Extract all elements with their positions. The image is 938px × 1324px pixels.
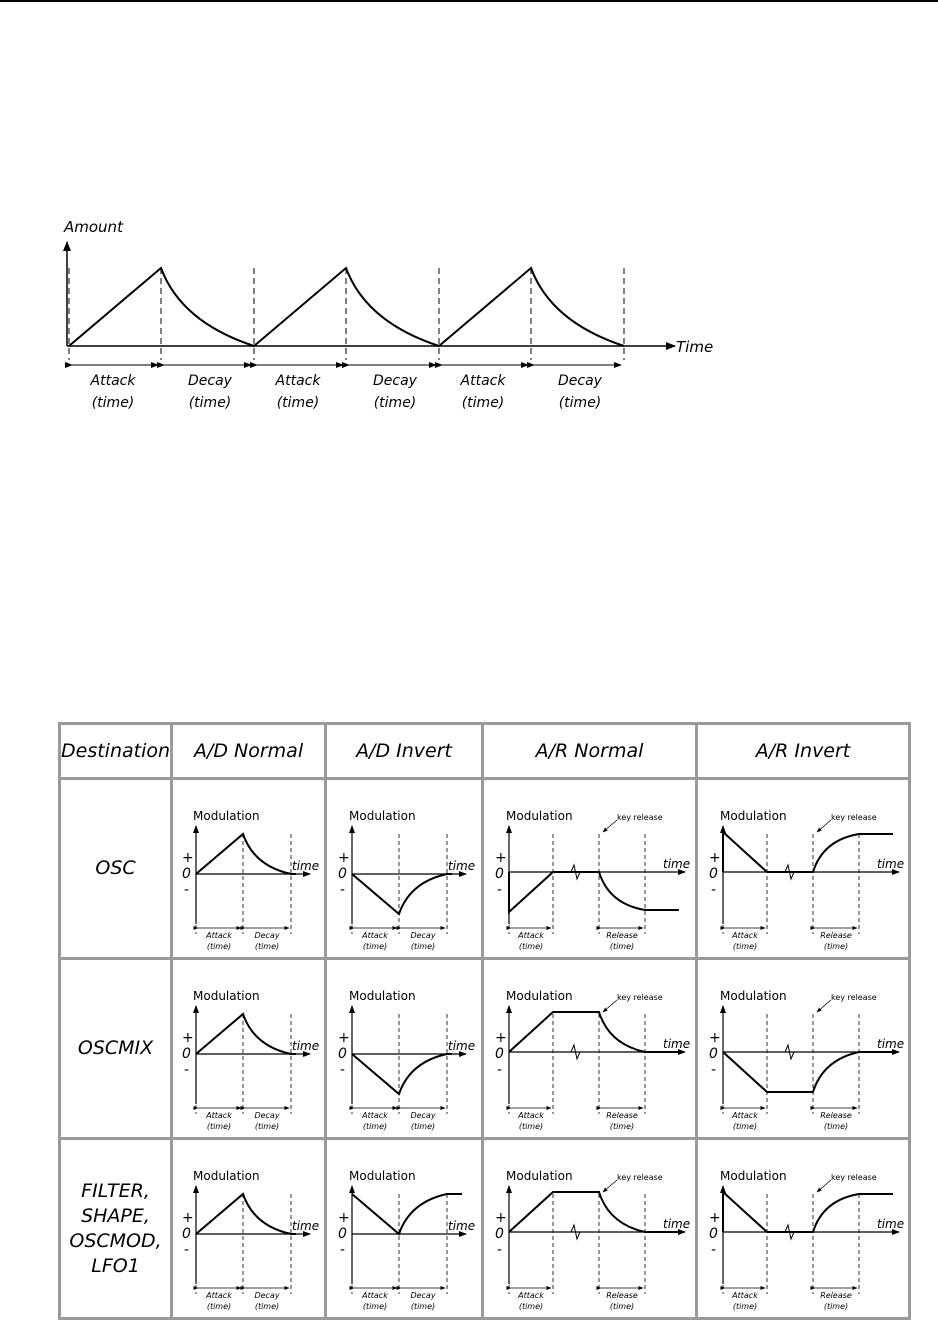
segment-boundaries	[196, 1194, 291, 1294]
time-paren-label: (time)	[732, 1121, 757, 1131]
release-label: Release	[606, 1110, 638, 1120]
time-paren-label: (time)	[732, 941, 757, 951]
modulation-label: Modulation	[506, 988, 573, 1003]
time-label: time	[447, 1218, 475, 1233]
diagram-cell	[172, 1139, 326, 1319]
zero-label: 0	[708, 865, 718, 882]
ad-invert-diagram	[332, 1144, 477, 1314]
zero-label: 0	[495, 1045, 504, 1062]
time-label: time	[447, 858, 475, 873]
attack-label: Attack	[361, 1110, 388, 1120]
segment-boundaries	[352, 1014, 447, 1114]
attack-label: Attack	[361, 1290, 388, 1300]
envelope-curve	[196, 1194, 296, 1234]
time-paren-label: (time)	[823, 1121, 848, 1131]
envelope-curve	[723, 832, 893, 872]
time-paren-label: (time)	[410, 1301, 435, 1311]
segment-label: (time)	[558, 395, 602, 411]
zero-label: 0	[708, 1045, 718, 1062]
attack-label: Attack	[361, 930, 388, 940]
modulation-label: Modulation	[719, 1168, 787, 1183]
ad-invert-diagram	[332, 964, 477, 1134]
zero-label: 0	[495, 865, 504, 882]
segment-label: Decay	[558, 373, 602, 389]
segment-boundaries	[196, 834, 291, 934]
envelope-curve	[509, 872, 679, 912]
destination-label: OSC	[95, 857, 136, 879]
decay-label: Decay	[409, 1110, 436, 1120]
envelope-curve	[352, 1054, 452, 1094]
envelope-curve	[509, 1192, 679, 1232]
ad-normal-diagram	[176, 784, 321, 954]
time-label: time	[292, 858, 320, 873]
key-release-label: key release	[830, 812, 877, 822]
time-label: time	[292, 1218, 320, 1233]
modulation-label: Modulation	[193, 808, 260, 823]
time-label: time	[447, 1038, 475, 1053]
key-release-label: key release	[830, 1172, 877, 1182]
decay-label: Decay	[409, 1290, 436, 1300]
decay-label: Decay	[254, 930, 280, 940]
minus-label: -	[339, 1061, 345, 1078]
header-ar-invert: A/R Invert	[697, 724, 910, 779]
segment-boundaries	[723, 834, 859, 934]
key-release-label: key release	[617, 812, 663, 822]
time-paren-label: (time)	[206, 941, 232, 951]
key-release-arrow	[603, 1180, 617, 1192]
zero-label: 0	[182, 1045, 191, 1062]
table-row	[60, 959, 910, 1139]
segment-label: Attack	[460, 373, 506, 389]
diagram-cell	[326, 959, 483, 1139]
minus-label: -	[497, 1241, 503, 1258]
envelope-curve	[196, 1014, 296, 1054]
diagram-cell	[697, 779, 910, 959]
segment-label: (time)	[373, 395, 417, 411]
header-destination: Destination	[60, 724, 172, 779]
destination-label: OSCMOD,	[69, 1229, 162, 1252]
diagram-cell	[172, 959, 326, 1139]
time-paren-label: (time)	[254, 1121, 280, 1131]
header-ar-normal: A/R Normal	[483, 724, 697, 779]
decay-label: Decay	[409, 930, 436, 940]
release-label: Release	[819, 1110, 852, 1120]
segment-label: Attack	[90, 373, 136, 389]
time-label: time	[663, 1036, 691, 1051]
diagram-cell	[697, 959, 910, 1139]
minus-label: -	[497, 881, 503, 898]
plus-label: +	[708, 1029, 721, 1046]
destination-cell	[60, 959, 172, 1139]
ar-normal-diagram	[487, 964, 692, 1134]
plus-label: +	[495, 1029, 507, 1046]
segment-label: Decay	[188, 373, 232, 389]
key-release-arrow	[603, 1000, 617, 1012]
segment-label: Attack	[275, 373, 321, 389]
zero-label: 0	[337, 1225, 347, 1242]
ad-normal-diagram	[176, 1144, 321, 1314]
time-label: time	[292, 1038, 320, 1053]
segment-boundaries	[723, 1014, 859, 1114]
zero-label: 0	[182, 1225, 191, 1242]
time-paren-label: (time)	[609, 1121, 635, 1131]
key-release-arrow	[817, 1180, 831, 1192]
diagram-cell	[172, 779, 326, 959]
attack-label: Attack	[518, 1290, 544, 1300]
time-label: time	[876, 1216, 904, 1231]
plus-label: +	[337, 849, 350, 866]
table-row	[60, 779, 910, 959]
time-paren-label: (time)	[518, 1121, 544, 1131]
modulation-table	[58, 722, 911, 1320]
modulation-label: Modulation	[719, 988, 787, 1003]
ar-invert-diagram	[701, 784, 906, 954]
diagram-cell	[483, 1139, 697, 1319]
attack-label: Attack	[206, 1110, 232, 1120]
attack-label: Attack	[518, 1110, 544, 1120]
y-axis-label: Amount	[64, 218, 123, 236]
destination-label: FILTER,	[81, 1179, 150, 1202]
plus-label: +	[708, 849, 721, 866]
ar-normal-diagram	[487, 1144, 692, 1314]
segment-boundaries	[352, 834, 447, 934]
decay-label: Decay	[254, 1290, 280, 1300]
attack-label: Attack	[731, 930, 758, 940]
zero-label: 0	[337, 865, 347, 882]
key-release-arrow	[817, 820, 831, 832]
plus-label: +	[182, 1209, 194, 1226]
segment-boundaries	[352, 1194, 447, 1294]
destination-cell	[60, 779, 172, 959]
ad-invert-diagram	[332, 784, 477, 954]
attack-label: Attack	[206, 930, 232, 940]
plus-label: +	[495, 1209, 507, 1226]
release-label: Release	[819, 1290, 852, 1300]
plus-label: +	[182, 1029, 194, 1046]
minus-label: -	[184, 1241, 190, 1258]
time-paren-label: (time)	[206, 1301, 232, 1311]
x-axis-label: Time	[676, 338, 714, 356]
attack-label: Attack	[206, 1290, 232, 1300]
segment-label: (time)	[461, 395, 505, 411]
table-header-row	[60, 724, 910, 779]
ar-invert-diagram	[701, 1144, 906, 1314]
modulation-label: Modulation	[506, 808, 573, 823]
minus-label: -	[497, 1061, 503, 1078]
key-release-arrow	[603, 820, 617, 832]
plus-label: +	[337, 1029, 350, 1046]
time-paren-label: (time)	[362, 1121, 387, 1131]
header-ad-invert: A/D Invert	[326, 724, 483, 779]
segment-boundaries	[723, 1194, 859, 1294]
minus-label: -	[339, 881, 345, 898]
time-paren-label: (time)	[206, 1121, 232, 1131]
envelope-curve	[723, 1192, 893, 1232]
modulation-label: Modulation	[193, 988, 260, 1003]
diagram-cell	[483, 959, 697, 1139]
modulation-label: Modulation	[193, 1168, 260, 1183]
destination-cell	[60, 1139, 172, 1319]
zero-label: 0	[337, 1045, 347, 1062]
plus-label: +	[495, 849, 507, 866]
time-paren-label: (time)	[254, 941, 280, 951]
modulation-label: Modulation	[348, 808, 416, 823]
time-paren-label: (time)	[410, 1121, 435, 1131]
key-release-label: key release	[617, 1172, 663, 1182]
table-row	[60, 1139, 910, 1319]
ar-normal-diagram	[487, 784, 692, 954]
minus-label: -	[710, 1241, 716, 1258]
time-paren-label: (time)	[609, 941, 635, 951]
looping-envelope-diagram	[55, 210, 725, 420]
time-paren-label: (time)	[609, 1301, 635, 1311]
segment-label: (time)	[188, 395, 232, 411]
attack-label: Attack	[731, 1110, 758, 1120]
time-label: time	[876, 1036, 904, 1051]
time-paren-label: (time)	[732, 1301, 757, 1311]
envelope-curve	[509, 1012, 679, 1052]
segment-boundaries	[509, 834, 645, 934]
envelope-curve	[352, 1194, 462, 1234]
minus-label: -	[184, 1061, 190, 1078]
attack-label: Attack	[518, 930, 544, 940]
time-paren-label: (time)	[518, 1301, 544, 1311]
ar-invert-diagram	[701, 964, 906, 1134]
diagram-cell	[326, 779, 483, 959]
release-label: Release	[606, 930, 638, 940]
top-rule	[0, 0, 938, 2]
plus-label: +	[337, 1209, 350, 1226]
release-label: Release	[819, 930, 852, 940]
segment-label: (time)	[91, 395, 135, 411]
minus-label: -	[710, 1061, 716, 1078]
time-paren-label: (time)	[254, 1301, 280, 1311]
header-ad-normal: A/D Normal	[172, 724, 326, 779]
key-release-label: key release	[617, 992, 663, 1002]
time-paren-label: (time)	[410, 941, 435, 951]
envelope-curve	[196, 834, 296, 874]
time-paren-label: (time)	[518, 941, 544, 951]
time-label: time	[876, 856, 904, 871]
modulation-label: Modulation	[348, 988, 416, 1003]
time-paren-label: (time)	[362, 1301, 387, 1311]
diagram-cell	[697, 1139, 910, 1319]
key-release-label: key release	[830, 992, 877, 1002]
destination-label: LFO1	[91, 1254, 140, 1277]
modulation-label: Modulation	[348, 1168, 416, 1183]
diagram-cell	[326, 1139, 483, 1319]
key-release-arrow	[817, 1000, 831, 1012]
destination-label: OSCMIX	[77, 1037, 154, 1059]
time-label: time	[663, 1216, 691, 1231]
segment-boundaries	[509, 1194, 645, 1294]
plus-label: +	[182, 849, 194, 866]
envelope-curve	[352, 874, 452, 914]
zero-label: 0	[495, 1225, 504, 1242]
minus-label: -	[184, 881, 190, 898]
modulation-label: Modulation	[506, 1168, 573, 1183]
modulation-label: Modulation	[719, 808, 787, 823]
segment-label: Decay	[373, 373, 417, 389]
destination-label: SHAPE,	[81, 1204, 150, 1227]
zero-label: 0	[708, 1225, 718, 1242]
time-paren-label: (time)	[823, 1301, 848, 1311]
time-label: time	[663, 856, 691, 871]
attack-label: Attack	[731, 1290, 758, 1300]
segment-labels	[90, 373, 603, 411]
envelope-curve	[723, 1052, 893, 1092]
segment-boundaries	[509, 1014, 645, 1114]
minus-label: -	[339, 1241, 345, 1258]
zero-label: 0	[182, 865, 191, 882]
release-label: Release	[606, 1290, 638, 1300]
ad-normal-diagram	[176, 964, 321, 1134]
minus-label: -	[710, 881, 716, 898]
time-paren-label: (time)	[823, 941, 848, 951]
decay-label: Decay	[254, 1110, 280, 1120]
plus-label: +	[708, 1209, 721, 1226]
time-paren-label: (time)	[362, 941, 387, 951]
segment-label: (time)	[276, 395, 320, 411]
diagram-cell	[483, 779, 697, 959]
segment-boundaries	[196, 1014, 291, 1114]
